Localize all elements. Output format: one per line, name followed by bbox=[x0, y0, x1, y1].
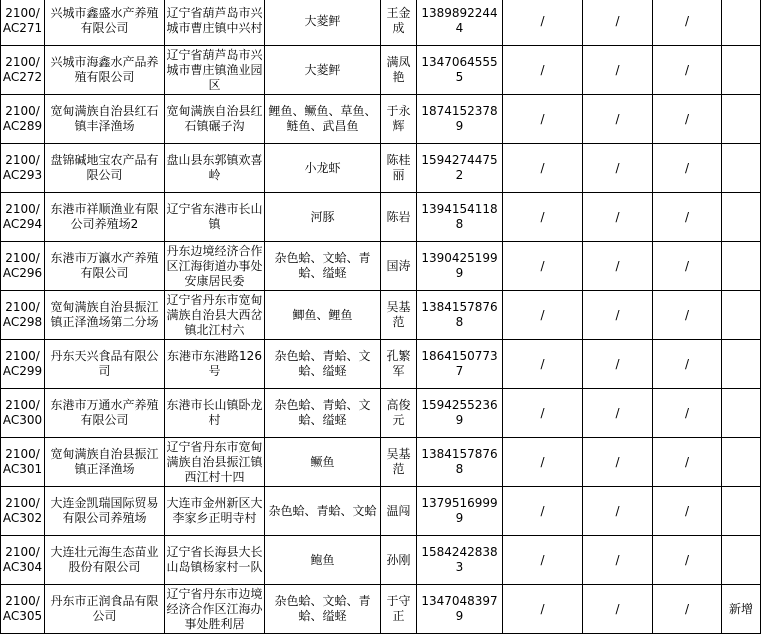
cell-phone: 13898922444 bbox=[417, 0, 503, 46]
cell-species: 大菱鲆 bbox=[265, 0, 381, 46]
cell-col9: / bbox=[653, 95, 722, 144]
cell-contact: 满凤艳 bbox=[381, 46, 417, 95]
cell-species: 鲍鱼 bbox=[265, 536, 381, 585]
cell-col9: / bbox=[653, 46, 722, 95]
cell-code: 2100/AC272 bbox=[1, 46, 45, 95]
cell-col9: / bbox=[653, 291, 722, 340]
cell-phone: 15942744752 bbox=[417, 144, 503, 193]
cell-address: 辽宁省丹东市宽甸满族自治县大西岔镇北江村六 bbox=[165, 291, 265, 340]
table-row bbox=[1, 193, 761, 242]
cell-col9: / bbox=[653, 340, 722, 389]
cell-phone: 13841578768 bbox=[417, 291, 503, 340]
cell-address: 东港市长山镇卧龙村 bbox=[165, 389, 265, 438]
cell-col7: / bbox=[503, 487, 583, 536]
cell-phone: 18741523789 bbox=[417, 95, 503, 144]
cell-col8: / bbox=[583, 389, 653, 438]
cell-phone: 13941541188 bbox=[417, 193, 503, 242]
cell-contact: 吴基范 bbox=[381, 438, 417, 487]
cell-address: 辽宁省东港市长山镇 bbox=[165, 193, 265, 242]
cell-code: 2100/AC302 bbox=[1, 487, 45, 536]
cell-species: 杂色蛤、文蛤、青蛤、缢蛏 bbox=[265, 585, 381, 634]
cell-remark bbox=[722, 487, 761, 536]
cell-company: 东港市祥顺渔业有限公司养殖场2 bbox=[45, 193, 165, 242]
table-row bbox=[1, 389, 761, 438]
table-row bbox=[1, 438, 761, 487]
cell-company: 丹东天兴食品有限公司 bbox=[45, 340, 165, 389]
cell-species: 杂色蛤、青蛤、文蛤、缢蛏 bbox=[265, 389, 381, 438]
cell-remark bbox=[722, 144, 761, 193]
cell-phone: 13470645555 bbox=[417, 46, 503, 95]
cell-col8: / bbox=[583, 242, 653, 291]
cell-code: 2100/AC304 bbox=[1, 536, 45, 585]
cell-company: 宽甸满族自治县振江镇正泽渔场第二分场 bbox=[45, 291, 165, 340]
cell-contact: 陈桂丽 bbox=[381, 144, 417, 193]
cell-contact: 孔繁军 bbox=[381, 340, 417, 389]
cell-col8: / bbox=[583, 487, 653, 536]
cell-contact: 于守正 bbox=[381, 585, 417, 634]
cell-col8: / bbox=[583, 0, 653, 46]
cell-remark bbox=[722, 340, 761, 389]
cell-code: 2100/AC293 bbox=[1, 144, 45, 193]
cell-contact: 吴基范 bbox=[381, 291, 417, 340]
cell-contact: 高俊元 bbox=[381, 389, 417, 438]
cell-species: 杂色蛤、青蛤、文蛤、缢蛏 bbox=[265, 340, 381, 389]
cell-remark bbox=[722, 0, 761, 46]
cell-address: 辽宁省丹东市宽甸满族自治县振江镇西江村十四 bbox=[165, 438, 265, 487]
cell-company: 兴城市鑫盛水产养殖有限公司 bbox=[45, 0, 165, 46]
cell-remark: 新增 bbox=[722, 585, 761, 634]
cell-col8: / bbox=[583, 536, 653, 585]
cell-col7: / bbox=[503, 95, 583, 144]
table-row bbox=[1, 242, 761, 291]
cell-col7: / bbox=[503, 585, 583, 634]
cell-col8: / bbox=[583, 438, 653, 487]
cell-address: 辽宁省长海县大长山岛镇杨家村一队 bbox=[165, 536, 265, 585]
cell-col9: / bbox=[653, 536, 722, 585]
table-row bbox=[1, 340, 761, 389]
cell-phone: 13795169999 bbox=[417, 487, 503, 536]
cell-col7: / bbox=[503, 340, 583, 389]
cell-remark bbox=[722, 291, 761, 340]
cell-company: 宽甸满族自治县红石镇丰泽渔场 bbox=[45, 95, 165, 144]
cell-species: 大菱鲆 bbox=[265, 46, 381, 95]
cell-phone: 18641507737 bbox=[417, 340, 503, 389]
cell-col9: / bbox=[653, 487, 722, 536]
cell-address: 东港市东港路126号 bbox=[165, 340, 265, 389]
cell-remark bbox=[722, 389, 761, 438]
cell-address: 辽宁省丹东市边境经济合作区江海办事处胜利居 bbox=[165, 585, 265, 634]
cell-col8: / bbox=[583, 340, 653, 389]
cell-remark bbox=[722, 242, 761, 291]
cell-code: 2100/AC294 bbox=[1, 193, 45, 242]
cell-col9: / bbox=[653, 585, 722, 634]
cell-col9: / bbox=[653, 389, 722, 438]
table-row bbox=[1, 585, 761, 634]
cell-species: 鲤鱼、鳜鱼、草鱼、鲢鱼、武昌鱼 bbox=[265, 95, 381, 144]
cell-company: 宽甸满族自治县振江镇正泽渔场 bbox=[45, 438, 165, 487]
cell-remark bbox=[722, 95, 761, 144]
cell-col9: / bbox=[653, 193, 722, 242]
cell-phone: 15842428383 bbox=[417, 536, 503, 585]
cell-code: 2100/AC296 bbox=[1, 242, 45, 291]
cell-code: 2100/AC299 bbox=[1, 340, 45, 389]
cell-remark bbox=[722, 536, 761, 585]
cell-company: 丹东市正润食品有限公司 bbox=[45, 585, 165, 634]
cell-col8: / bbox=[583, 46, 653, 95]
cell-contact: 孙刚 bbox=[381, 536, 417, 585]
cell-phone: 13841578768 bbox=[417, 438, 503, 487]
cell-contact: 于永辉 bbox=[381, 95, 417, 144]
cell-col7: / bbox=[503, 438, 583, 487]
cell-company: 大连壮元海生态苗业股份有限公司 bbox=[45, 536, 165, 585]
cell-phone: 13904251999 bbox=[417, 242, 503, 291]
cell-address: 辽宁省葫芦岛市兴城市曹庄镇渔业园区 bbox=[165, 46, 265, 95]
cell-col7: / bbox=[503, 389, 583, 438]
cell-col9: / bbox=[653, 438, 722, 487]
cell-address: 盘山县东郭镇欢喜岭 bbox=[165, 144, 265, 193]
table-row bbox=[1, 144, 761, 193]
cell-col7: / bbox=[503, 0, 583, 46]
cell-code: 2100/AC305 bbox=[1, 585, 45, 634]
cell-company: 东港市万通水产养殖有限公司 bbox=[45, 389, 165, 438]
cell-address: 宽甸满族自治县红石镇碾子沟 bbox=[165, 95, 265, 144]
cell-company: 东港市万瀛水产养殖有限公司 bbox=[45, 242, 165, 291]
table-row bbox=[1, 536, 761, 585]
cell-species: 鳜鱼 bbox=[265, 438, 381, 487]
cell-col7: / bbox=[503, 46, 583, 95]
cell-col9: / bbox=[653, 242, 722, 291]
cell-col7: / bbox=[503, 144, 583, 193]
cell-species: 鲫鱼、鲤鱼 bbox=[265, 291, 381, 340]
cell-col9: / bbox=[653, 0, 722, 46]
cell-company: 盘锦碱地宝农产品有限公司 bbox=[45, 144, 165, 193]
table-row bbox=[1, 291, 761, 340]
cell-species: 杂色蛤、文蛤、青蛤、缢蛏 bbox=[265, 242, 381, 291]
cell-contact: 陈岩 bbox=[381, 193, 417, 242]
cell-contact: 王金成 bbox=[381, 0, 417, 46]
cell-col9: / bbox=[653, 144, 722, 193]
cell-col7: / bbox=[503, 193, 583, 242]
table-body bbox=[1, 0, 761, 634]
cell-col8: / bbox=[583, 291, 653, 340]
cell-company: 兴城市海鑫水产品养殖有限公司 bbox=[45, 46, 165, 95]
table-row bbox=[1, 46, 761, 95]
table-row bbox=[1, 0, 761, 46]
cell-address: 大连市金州新区大李家乡正明寺村 bbox=[165, 487, 265, 536]
cell-phone: 13470483979 bbox=[417, 585, 503, 634]
table-row bbox=[1, 95, 761, 144]
cell-species: 河豚 bbox=[265, 193, 381, 242]
cell-contact: 国涛 bbox=[381, 242, 417, 291]
cell-address: 辽宁省葫芦岛市兴城市曹庄镇中兴村 bbox=[165, 0, 265, 46]
cell-remark bbox=[722, 46, 761, 95]
table-row bbox=[1, 487, 761, 536]
cell-remark bbox=[722, 438, 761, 487]
cell-col7: / bbox=[503, 291, 583, 340]
cell-phone: 15942552369 bbox=[417, 389, 503, 438]
cell-remark bbox=[722, 193, 761, 242]
cell-code: 2100/AC300 bbox=[1, 389, 45, 438]
cell-col7: / bbox=[503, 536, 583, 585]
cell-species: 杂色蛤、青蛤、文蛤 bbox=[265, 487, 381, 536]
cell-address: 丹东边境经济合作区江海街道办事处安康居民委 bbox=[165, 242, 265, 291]
cell-species: 小龙虾 bbox=[265, 144, 381, 193]
cell-company: 大连金凯瑞国际贸易有限公司养殖场 bbox=[45, 487, 165, 536]
cell-code: 2100/AC301 bbox=[1, 438, 45, 487]
cell-col8: / bbox=[583, 144, 653, 193]
cell-contact: 温闯 bbox=[381, 487, 417, 536]
cell-col8: / bbox=[583, 95, 653, 144]
cell-code: 2100/AC298 bbox=[1, 291, 45, 340]
cell-col8: / bbox=[583, 585, 653, 634]
cell-col8: / bbox=[583, 193, 653, 242]
cell-code: 2100/AC271 bbox=[1, 0, 45, 46]
cell-col7: / bbox=[503, 242, 583, 291]
cell-code: 2100/AC289 bbox=[1, 95, 45, 144]
